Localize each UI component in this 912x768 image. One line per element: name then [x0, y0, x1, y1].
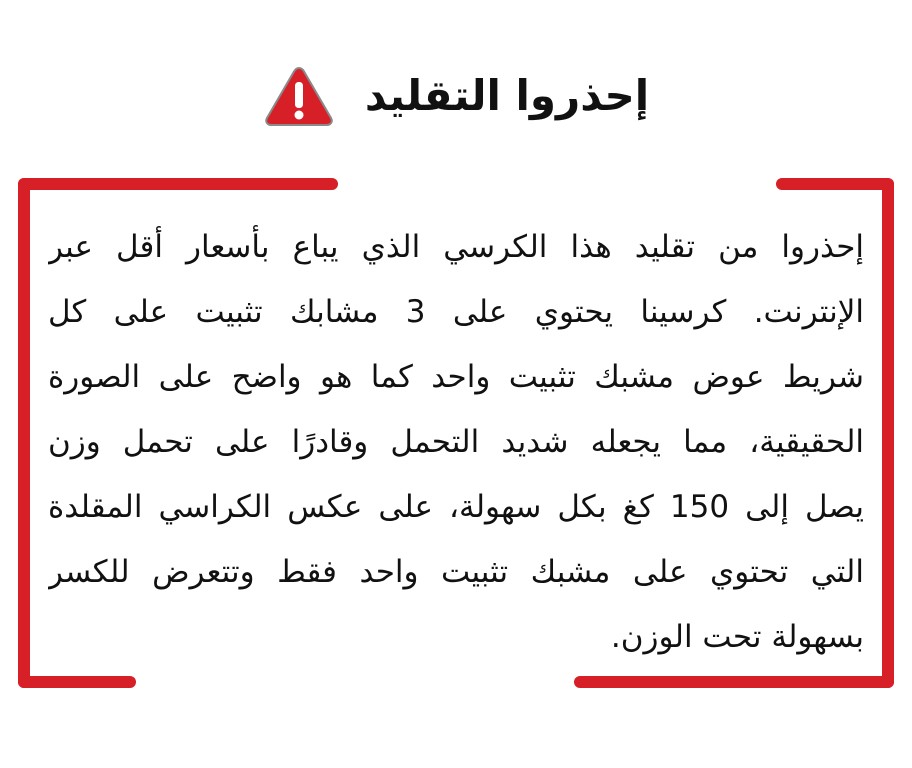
header — [0, 56, 912, 136]
paragraph-line: يصل إلى 150 كغ بكل سهولة، على عكس الكراسي المقلدة — [48, 489, 864, 525]
frame-bottom-left-bar — [18, 676, 136, 688]
paragraph-line: شريط عوض مشبك تثبيت واحد كما هو واضح على الصورة — [48, 359, 864, 395]
page-title: إحذروا التقليد — [364, 71, 650, 120]
paragraph-line: الإنترنت. كرسينا يحتوي على 3 مشابك تثبيت على كل — [48, 294, 864, 330]
frame-right-bar — [882, 178, 894, 688]
frame-top-left-bar — [18, 178, 338, 190]
warning-paragraph — [48, 215, 864, 670]
paragraph-line: الحقيقية، مما يجعله شديد التحمل وقادرًا على تحمل وزن — [48, 424, 864, 460]
frame-top-right-bar — [776, 178, 894, 190]
paragraph-line: إحذروا من تقليد هذا الكرسي الذي يباع بأسعار أقل عبر — [48, 229, 864, 265]
paragraph-line: بسهولة تحت الوزن. — [610, 619, 864, 655]
frame-left-bar — [18, 178, 30, 688]
paragraph-line: التي تحتوي على مشبك تثبيت واحد فقط وتتعرض للكسر — [48, 554, 864, 590]
frame-bottom-right-bar — [574, 676, 894, 688]
warning-triangle-icon — [263, 64, 335, 128]
